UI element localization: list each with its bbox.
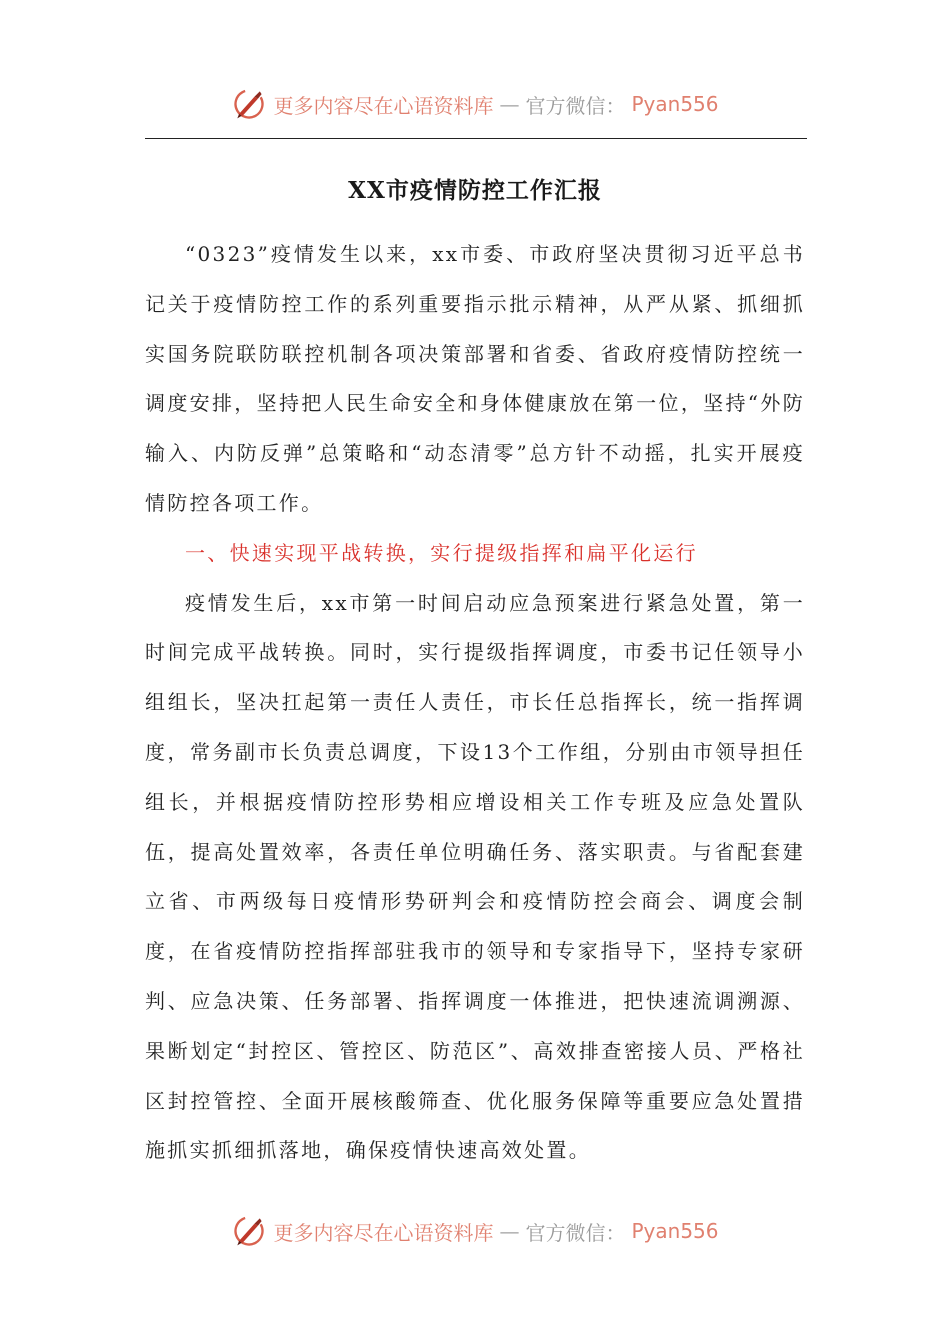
watermark-label: 官方微信： <box>525 1220 626 1245</box>
watermark-wechat-id: Pyan556 <box>631 92 719 116</box>
watermark-dash: — <box>499 92 520 116</box>
watermark-main-text: 更多内容尽在心语资料库 <box>273 1220 494 1245</box>
watermark-main-text: 更多内容尽在心语资料库 <box>273 93 494 118</box>
watermark-wechat-id: Pyan556 <box>631 1219 719 1243</box>
watermark-dash: — <box>499 1219 520 1243</box>
section-heading: 一、快速实现平战转换，实行提级指挥和扁平化运行 <box>185 540 698 565</box>
header-rule <box>145 138 807 139</box>
section-paragraph: 疫情发生后，xx市第一时间启动应急预案进行紧急处置，第一时间完成平战转换。同时，实行提级指挥调度，市委书记任领导小组组长，坚决扛起第一责任人责任，市长任总指挥长，统一指挥调度，常务副市长负责总调度，下设13个工作组，分别由市领导担任组长，并根据疫情防控形势相应增设相关工作专班及应急处置队伍，提高处置效率，各责任单位明确任务、落实职责。与省配套建立省、市两级每日疫情形势研判会和疫情防控会商会、调度会制度，在省疫情防控指挥部驻我市的领导和专家指导下，坚持专家研判、应急决策、任务部署、指挥调度一体推进，把快速流调溯源、果断划定“封控区、管控区、防范区”、高效排查密接人员、严格社区封控管控、全面开展核酸筛查、优化服务保障等重要应急处置措施抓实抓细抓落地，确保疫情快速高效处置。 <box>145 590 805 1163</box>
watermark-label: 官方微信： <box>525 93 626 118</box>
intro-paragraph: “0323”疫情发生以来，xx市委、市政府坚决贯彻习近平总书记关于疫情防控工作的系列重要指示批示精神，从严从紧、抓细抓实国务院联防联控机制各项决策部署和省委、省政府疫情防控统一调度安排，坚持把人民生命安全和身体健康放在第一位，坚持“外防输入、内防反弹”总策略和“动态清零”总方针不动摇，扎实开展疫情防控各项工作。 <box>145 242 805 515</box>
document-title: XX市疫情防控工作汇报 <box>348 177 602 204</box>
document-body <box>145 230 805 1176</box>
header-watermark <box>0 82 950 126</box>
pen-logo-icon <box>231 1213 267 1249</box>
pen-logo-icon <box>231 86 267 122</box>
footer-watermark <box>0 1209 950 1253</box>
